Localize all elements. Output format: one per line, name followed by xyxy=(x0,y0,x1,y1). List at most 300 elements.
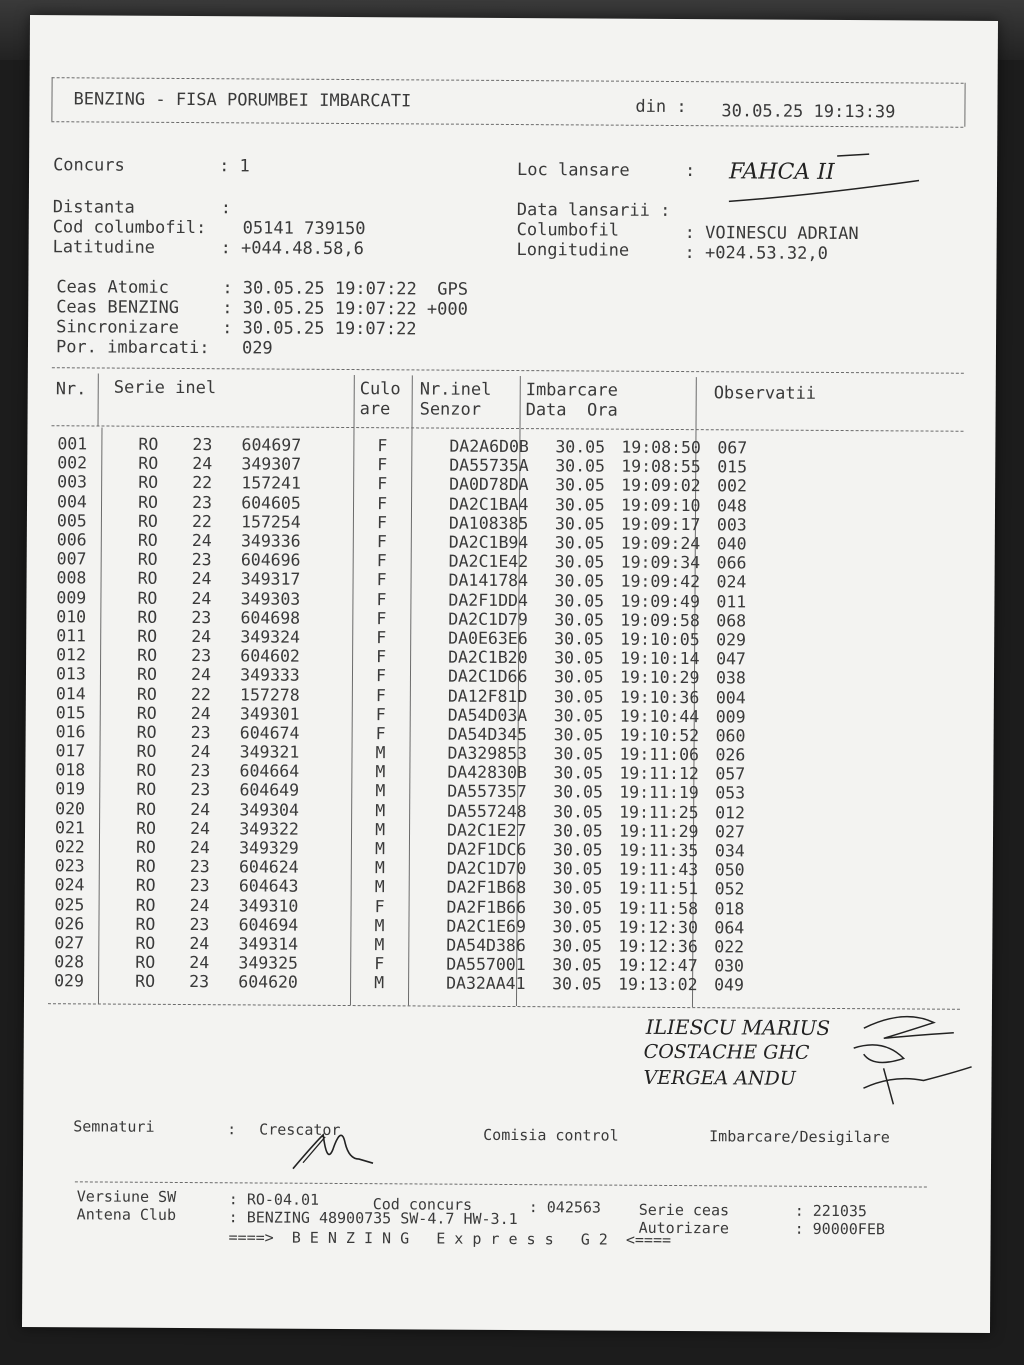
sensor-id-cell: DA54D345 xyxy=(447,724,528,745)
culoare-cell xyxy=(393,571,449,591)
ring-country-cell: RO xyxy=(135,856,156,877)
ring-country-cell: RO xyxy=(138,434,159,454)
ring-year-cell: 24 xyxy=(191,588,212,608)
embark-time-cell: 19:08:50 xyxy=(621,437,701,458)
row-nr-cell: 028 xyxy=(54,952,85,972)
row-nr-cell: 012 xyxy=(56,645,86,665)
ring-year-cell: 24 xyxy=(191,569,212,589)
ring-year-cell: 23 xyxy=(190,761,211,781)
ring-year-cell: 24 xyxy=(192,454,213,474)
ring-number-cell: 349329 xyxy=(239,838,299,858)
observatii-cell: 057 xyxy=(715,764,746,784)
footer-top-border xyxy=(75,1181,927,1187)
sex-cell: M xyxy=(375,800,386,820)
handwritten-signature-marks xyxy=(843,1008,984,1109)
versiune-value: : RO-04.01 xyxy=(228,1190,320,1209)
sensor-id-cell: DA2A6D0B xyxy=(449,436,529,457)
ring-number-cell: 604696 xyxy=(240,550,301,570)
ring-country-cell: RO xyxy=(138,454,159,474)
embark-time-cell: 19:11:06 xyxy=(619,744,700,765)
sensor-id-cell: DA557248 xyxy=(447,801,527,821)
culoare-cell xyxy=(390,954,446,974)
ring-number-cell: 349325 xyxy=(238,953,299,973)
handwritten-name-1: ILIESCU MARIUS xyxy=(645,1014,831,1040)
observatii-cell: 068 xyxy=(716,611,747,631)
col-nr-header: Nr. xyxy=(55,379,87,400)
sensor-id-cell: DA54D386 xyxy=(446,935,526,956)
culoare-cell xyxy=(393,475,449,495)
row-nr-cell: 009 xyxy=(56,587,87,608)
din-label: din : xyxy=(635,96,687,118)
embark-date-cell: 30.05 xyxy=(553,763,604,783)
culoare-cell xyxy=(391,820,447,840)
culoare-cell xyxy=(391,762,447,782)
ring-country-cell: RO xyxy=(137,588,158,608)
observatii-cell: 050 xyxy=(714,860,745,880)
observatii-cell: 011 xyxy=(716,591,747,612)
culoare-cell xyxy=(392,609,448,629)
paper-sheet xyxy=(22,15,998,1333)
loc-lansare-handwritten: FAHCA II xyxy=(728,159,835,185)
row-nr-cell: 027 xyxy=(54,933,85,953)
embark-date-cell: 30.05 xyxy=(553,744,604,764)
ring-number-cell: 157254 xyxy=(241,512,301,532)
ceas-atomic-label: Ceas Atomic xyxy=(56,277,170,298)
sensor-id-cell: DA2C1D66 xyxy=(447,666,528,687)
ring-year-cell: 23 xyxy=(190,780,211,800)
ring-country-cell: RO xyxy=(136,722,157,742)
observatii-cell: 004 xyxy=(715,687,746,707)
cod-columbofil-value: 05141 739150 xyxy=(242,218,366,240)
sex-cell: M xyxy=(374,839,385,859)
embark-date-cell: 30.05 xyxy=(554,648,604,668)
ring-number-cell: 349317 xyxy=(240,569,301,590)
sex-cell: M xyxy=(374,858,385,878)
sensor-id-cell: DA12F81D xyxy=(447,686,528,706)
observatii-cell: 053 xyxy=(715,783,746,803)
embark-time-cell: 19:11:29 xyxy=(618,821,699,841)
ring-number-cell: 157278 xyxy=(239,684,300,705)
row-nr-cell: 023 xyxy=(54,856,85,876)
row-nr-cell: 013 xyxy=(55,664,86,684)
row-nr-cell: 014 xyxy=(55,683,86,703)
embark-date-cell: 30.05 xyxy=(554,533,605,553)
culoare-cell xyxy=(393,436,449,456)
embark-time-cell: 19:11:19 xyxy=(619,783,699,803)
antena-value: : BENZING 48900735 SW-4.7 HW-3.1 xyxy=(228,1208,518,1229)
pigeon-table xyxy=(54,434,777,995)
ring-country-cell: RO xyxy=(137,645,158,665)
embark-date-cell: 30.05 xyxy=(553,705,604,726)
sex-cell: F xyxy=(376,647,387,667)
sex-cell: F xyxy=(376,570,387,590)
sensor-id-cell: DA0D78DA xyxy=(449,475,529,495)
culoare-cell xyxy=(393,532,449,552)
sensor-id-cell: DA0E63E6 xyxy=(448,628,528,649)
ring-year-cell: 24 xyxy=(190,742,211,762)
ring-country-cell: RO xyxy=(137,530,158,550)
autorizare-label: Autorizare xyxy=(638,1218,729,1238)
embark-time-cell: 19:13:02 xyxy=(618,975,698,995)
embark-date-cell: 30.05 xyxy=(553,782,604,803)
observatii-cell: 034 xyxy=(714,841,745,861)
concurs-value: : 1 xyxy=(219,156,250,177)
sensor-id-cell: DA32AA41 xyxy=(446,973,526,994)
row-nr-cell: 015 xyxy=(55,702,86,723)
sex-cell: F xyxy=(377,436,388,456)
sensor-id-cell: DA557001 xyxy=(446,954,526,975)
sensor-id-cell: DA2C1E27 xyxy=(446,820,527,840)
sex-cell: M xyxy=(374,935,385,955)
embark-time-cell: 19:10:05 xyxy=(620,629,700,650)
observatii-cell: 038 xyxy=(715,668,746,688)
embark-date-cell: 30.05 xyxy=(554,571,605,591)
cod-columbofil-label: Cod columbofil: xyxy=(52,217,207,239)
ring-country-cell: RO xyxy=(137,511,158,531)
row-nr-cell: 006 xyxy=(56,530,87,550)
embark-time-cell: 19:11:12 xyxy=(619,763,699,784)
observatii-cell: 018 xyxy=(714,898,745,919)
comisia-control-label: Comisia control xyxy=(483,1125,619,1145)
embark-date-cell: 30.05 xyxy=(552,840,603,860)
ring-country-cell: RO xyxy=(137,607,158,627)
ring-year-cell: 23 xyxy=(189,876,210,896)
row-nr-cell: 025 xyxy=(54,894,85,914)
row-nr-cell: 007 xyxy=(56,549,87,569)
culoare-cell xyxy=(392,590,448,610)
culoare-cell xyxy=(392,647,448,667)
sensor-id-cell: DA329853 xyxy=(447,743,528,764)
culoare-cell xyxy=(391,782,447,802)
embark-date-cell: 30.05 xyxy=(554,552,605,572)
sex-cell: F xyxy=(376,532,387,552)
ring-number-cell: 349314 xyxy=(238,934,299,954)
row-nr-cell: 011 xyxy=(56,626,87,646)
row-nr-cell: 004 xyxy=(56,491,87,512)
ring-country-cell: RO xyxy=(135,876,156,896)
por-imbarcati-value: 029 xyxy=(241,338,273,359)
culoare-cell xyxy=(392,686,448,706)
embark-date-cell: 30.05 xyxy=(552,936,603,956)
ceas-benzing-value: : 30.05.25 19:07:22 +000 xyxy=(222,298,468,320)
handwritten-name-3: VERGEA ANDU xyxy=(643,1066,796,1090)
embark-time-cell: 19:09:02 xyxy=(621,476,701,496)
sensor-id-cell: DA2C1BA4 xyxy=(448,494,529,514)
sensor-id-cell: DA55735A xyxy=(449,455,529,476)
embark-date-cell: 30.05 xyxy=(552,974,602,994)
embark-time-cell: 19:09:24 xyxy=(620,533,701,554)
embark-date-cell: 30.05 xyxy=(552,897,603,918)
sensor-id-cell: DA2C1B94 xyxy=(448,532,529,553)
culoare-cell xyxy=(391,897,447,917)
sex-cell: M xyxy=(374,973,385,993)
columbofil-label: Columbofil xyxy=(516,220,620,241)
ring-year-cell: 23 xyxy=(190,722,211,743)
embark-date-cell: 30.05 xyxy=(553,667,604,687)
ring-country-cell: RO xyxy=(136,665,157,685)
ring-number-cell: 604674 xyxy=(239,723,300,743)
embark-time-cell: 19:10:29 xyxy=(619,668,700,688)
ring-year-cell: 24 xyxy=(191,531,212,551)
sex-cell: M xyxy=(374,915,385,936)
pigeon-table-body xyxy=(54,434,777,995)
sex-cell: M xyxy=(374,877,385,897)
sex-cell: M xyxy=(375,820,386,840)
benzing-banner: ====> B E N Z I N G E x p r e s s G 2 <==== xyxy=(228,1228,672,1249)
ring-year-cell: 23 xyxy=(191,646,212,666)
sincronizare-label: Sincronizare xyxy=(56,317,179,338)
sex-cell: F xyxy=(376,589,387,609)
row-nr-cell: 002 xyxy=(57,453,88,473)
ring-number-cell: 157241 xyxy=(241,473,302,494)
observatii-cell: 064 xyxy=(714,918,745,938)
ring-number-cell: 604643 xyxy=(238,876,299,897)
embark-date-cell: 30.05 xyxy=(554,629,604,649)
observatii-cell: 066 xyxy=(716,553,747,573)
row-nr-cell: 016 xyxy=(55,722,86,742)
sex-cell: F xyxy=(375,685,386,705)
ring-country-cell: RO xyxy=(135,914,156,934)
row-nr-cell: 008 xyxy=(56,568,87,588)
ring-country-cell: RO xyxy=(135,837,156,857)
embark-date-cell: 30.05 xyxy=(554,514,605,534)
row-nr-cell: 019 xyxy=(55,779,86,799)
embark-time-cell: 19:10:36 xyxy=(619,687,700,707)
culoare-cell xyxy=(391,839,447,859)
sensor-id-cell: DA2C1B20 xyxy=(448,647,528,668)
observatii-cell: 030 xyxy=(714,956,745,976)
sensor-id-cell: DA2F1DC6 xyxy=(446,839,527,860)
ring-number-cell: 349336 xyxy=(240,531,301,551)
culoare-cell xyxy=(392,724,448,744)
row-nr-cell: 010 xyxy=(56,607,87,627)
sex-cell: F xyxy=(376,551,387,571)
embark-time-cell: 19:11:35 xyxy=(618,840,699,861)
culoare-cell xyxy=(393,494,449,514)
embark-date-cell: 30.05 xyxy=(554,590,605,611)
embark-date-cell: 30.05 xyxy=(553,725,604,745)
sensor-id-cell: DA2C1D79 xyxy=(448,609,528,629)
ring-country-cell: RO xyxy=(138,492,159,512)
ceas-benzing-label: Ceas BENZING xyxy=(56,297,180,318)
ring-country-cell: RO xyxy=(136,780,157,800)
embark-time-cell: 19:10:14 xyxy=(620,648,700,669)
por-imbarcati-label: Por. imbarcati: xyxy=(55,337,210,359)
sex-cell: F xyxy=(377,474,388,494)
ring-country-cell: RO xyxy=(136,684,157,704)
sex-cell: F xyxy=(375,704,386,724)
table-header-bottom-border xyxy=(52,425,964,432)
sincronizare-value: : 30.05.25 19:07:22 xyxy=(222,318,417,340)
ring-country-cell: RO xyxy=(136,741,157,761)
sex-cell: M xyxy=(375,743,386,763)
embark-time-cell: 19:11:25 xyxy=(619,802,699,822)
embark-time-cell: 19:09:49 xyxy=(620,591,700,611)
col-imbarcare-header-1: Imbarcare xyxy=(525,380,618,401)
ring-number-cell: 604697 xyxy=(241,435,302,455)
sensor-id-cell: DA2C1E69 xyxy=(446,916,527,936)
sex-cell: F xyxy=(376,513,387,533)
ring-country-cell: RO xyxy=(136,761,157,781)
versiune-label: Versiune SW xyxy=(76,1187,177,1206)
serie-ceas-value: : 221035 xyxy=(794,1201,868,1221)
embark-time-cell: 19:11:43 xyxy=(618,859,699,880)
cod-concurs-label: Cod concurs xyxy=(372,1195,473,1214)
ring-year-cell: 23 xyxy=(192,435,213,455)
col-observatii-header: Observatii xyxy=(713,383,817,404)
embark-date-cell: 30.05 xyxy=(552,821,603,841)
table-bottom-border xyxy=(48,1003,960,1010)
embark-time-cell: 19:09:10 xyxy=(620,495,701,515)
sensor-id-cell: DA108385 xyxy=(448,513,529,533)
culoare-cell xyxy=(391,743,447,763)
handwritten-name-2: COSTACHE GHC xyxy=(643,1040,810,1064)
columbofil-value: : VOINESCU ADRIAN xyxy=(684,223,859,245)
ring-number-cell: 349303 xyxy=(240,588,301,609)
ring-year-cell: 22 xyxy=(192,473,213,493)
ring-country-cell: RO xyxy=(135,895,156,915)
embark-date-cell: 30.05 xyxy=(555,456,606,476)
sex-cell: F xyxy=(374,896,385,916)
embark-time-cell: 19:10:44 xyxy=(619,706,700,726)
sex-cell: F xyxy=(376,628,387,648)
row-nr-cell: 017 xyxy=(55,741,86,761)
ring-year-cell: 24 xyxy=(190,799,211,819)
semnaturi-sep: : xyxy=(227,1120,237,1139)
observatii-cell: 002 xyxy=(717,476,748,496)
culoare-cell xyxy=(393,551,449,571)
observatii-cell: 027 xyxy=(714,822,745,842)
observatii-cell: 012 xyxy=(715,802,746,823)
culoare-cell xyxy=(391,878,447,898)
culoare-cell xyxy=(393,513,449,533)
distanta-value: : xyxy=(220,198,232,219)
sensor-id-cell: DA2C1D70 xyxy=(446,858,527,879)
embark-time-cell: 19:09:42 xyxy=(620,572,701,592)
ring-year-cell: 22 xyxy=(190,684,211,704)
embark-date-cell: 30.05 xyxy=(555,437,606,457)
ring-year-cell: 24 xyxy=(189,895,210,915)
ring-year-cell: 24 xyxy=(190,818,211,839)
sensor-id-cell: DA557357 xyxy=(447,782,527,802)
row-nr-cell: 020 xyxy=(55,798,86,819)
row-nr-cell: 022 xyxy=(54,837,85,857)
observatii-cell: 040 xyxy=(716,534,747,554)
ring-number-cell: 349333 xyxy=(240,665,300,686)
sensor-id-cell: DA2F1DD4 xyxy=(448,590,528,610)
sex-cell: F xyxy=(375,724,386,744)
ring-number-cell: 349310 xyxy=(238,895,299,916)
ring-year-cell: 23 xyxy=(192,492,213,512)
table-row xyxy=(54,971,774,995)
embark-time-cell: 19:08:55 xyxy=(621,456,701,477)
observatii-cell: 060 xyxy=(715,726,746,746)
ring-number-cell: 604649 xyxy=(239,780,300,801)
ring-year-cell: 23 xyxy=(189,857,210,877)
ring-year-cell: 23 xyxy=(191,550,212,570)
observatii-cell: 024 xyxy=(716,572,747,592)
ring-year-cell: 24 xyxy=(191,627,212,647)
culoare-cell xyxy=(392,705,448,725)
ring-country-cell: RO xyxy=(135,952,156,972)
ring-country-cell: RO xyxy=(135,933,156,953)
embark-time-cell: 19:10:52 xyxy=(619,725,700,746)
embark-time-cell: 19:09:17 xyxy=(620,514,701,535)
semnaturi-label: Semnaturi xyxy=(73,1117,155,1136)
sex-cell: M xyxy=(375,762,386,782)
ring-number-cell: 349307 xyxy=(241,454,302,475)
culoare-cell xyxy=(393,455,449,475)
row-nr-cell: 029 xyxy=(54,971,84,991)
sex-cell: F xyxy=(374,954,385,974)
culoare-cell xyxy=(390,916,446,936)
embark-date-cell: 30.05 xyxy=(554,494,605,515)
culoare-cell xyxy=(390,974,446,994)
observatii-cell: 067 xyxy=(717,438,748,458)
ring-country-cell: RO xyxy=(137,626,158,646)
sex-cell: F xyxy=(377,455,388,475)
embark-time-cell: 19:11:51 xyxy=(618,879,699,899)
crescator-signature xyxy=(283,1115,383,1176)
culoare-cell xyxy=(391,858,447,878)
sex-cell: F xyxy=(376,608,387,629)
data-lansarii-label: Data lansarii : xyxy=(516,200,671,221)
embark-time-cell: 19:12:47 xyxy=(618,955,698,976)
observatii-cell: 015 xyxy=(717,457,748,477)
row-nr-cell: 024 xyxy=(54,875,85,895)
concurs-label: Concurs xyxy=(53,155,125,176)
col-culoare-header-2: are xyxy=(359,399,391,420)
din-value: 30.05.25 19:13:39 xyxy=(721,101,896,123)
cod-concurs-value: : 042563 xyxy=(528,1198,602,1217)
col-imbarcare-header-2: Data Ora xyxy=(525,400,618,421)
sensor-id-cell: DA42830B xyxy=(447,762,527,783)
ring-number-cell: 349304 xyxy=(239,800,300,820)
embark-date-cell: 30.05 xyxy=(553,686,604,707)
ring-year-cell: 23 xyxy=(191,607,212,627)
page-title: BENZING - FISA PORUMBEI IMBARCATI xyxy=(73,89,412,112)
ring-country-cell: RO xyxy=(136,818,157,838)
ring-year-cell: 24 xyxy=(190,665,211,685)
embark-date-cell: 30.05 xyxy=(554,610,605,630)
culoare-cell xyxy=(390,935,446,955)
col-serie-header: Serie inel xyxy=(113,377,217,399)
antena-label: Antena Club xyxy=(76,1205,177,1224)
embark-time-cell: 19:09:34 xyxy=(620,552,701,573)
ring-number-cell: 604605 xyxy=(241,493,301,513)
ring-year-cell: 24 xyxy=(189,838,210,858)
culoare-cell xyxy=(392,628,448,648)
embark-date-cell: 30.05 xyxy=(552,859,603,879)
col-culoare-header-1: Culo xyxy=(359,379,401,400)
ring-number-cell: 604624 xyxy=(238,857,299,877)
embark-date-cell: 30.05 xyxy=(555,475,605,496)
embark-date-cell: 30.05 xyxy=(552,917,603,937)
culoare-cell xyxy=(392,667,448,687)
observatii-cell: 049 xyxy=(714,975,744,995)
col-nrinel-header-2: Senzor xyxy=(419,399,482,420)
sex-cell: F xyxy=(377,493,388,513)
row-nr-cell: 005 xyxy=(56,511,87,531)
sensor-id-cell: DA2F1B66 xyxy=(446,897,527,917)
latitudine-label: Latitudine xyxy=(52,237,156,258)
embark-date-cell: 30.05 xyxy=(553,801,603,822)
embark-time-cell: 19:12:30 xyxy=(618,917,698,937)
ring-number-cell: 349324 xyxy=(240,627,301,647)
ring-country-cell: RO xyxy=(137,569,158,589)
sensor-id-cell: DA141784 xyxy=(448,571,529,591)
embark-time-cell: 19:12:36 xyxy=(618,936,698,957)
